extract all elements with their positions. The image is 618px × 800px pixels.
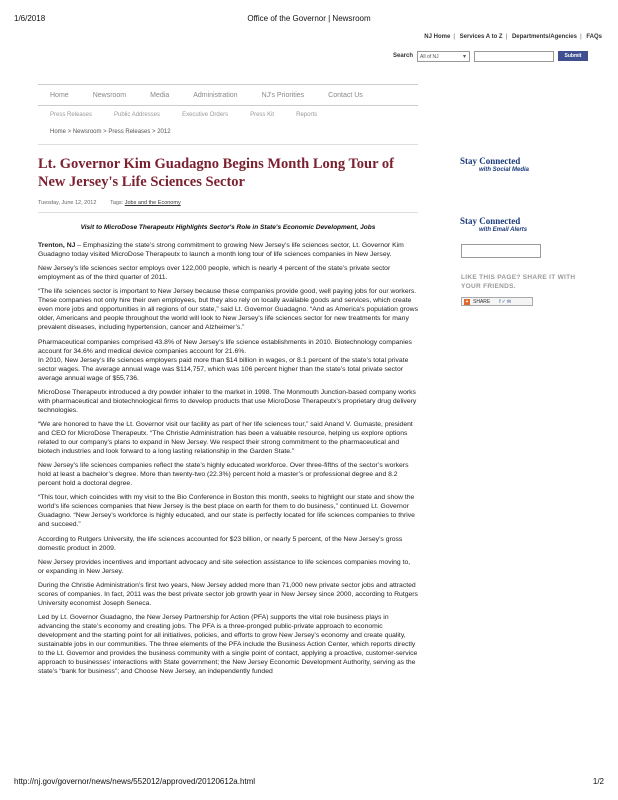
print-title: Office of the Governor | Newsroom	[247, 14, 371, 23]
article-date: Tuesday, June 12, 2012	[38, 200, 97, 206]
search-submit-button[interactable]: Submit	[558, 51, 588, 61]
search-bar	[393, 50, 588, 62]
util-link-departments[interactable]: Departments/Agencies	[511, 34, 577, 40]
page-title: Lt. Governor Kim Guadagno Begins Month Long Tour of New Jersey's Life Sciences Sector	[38, 156, 394, 190]
email-field[interactable]	[461, 244, 541, 258]
divider	[38, 144, 418, 145]
print-header	[14, 14, 604, 26]
article-paragraph: In 2010, New Jersey’s life sciences employers paid more than $14 billion in wages, or 8.1 percent of the state’s total private sector wages. The average annual wage was $114,757, which was 106 percent higher than the state’s total private sector average annual wage of $55,736.	[38, 356, 409, 382]
search-scope-value: All of NJ	[420, 53, 439, 60]
lead-text: – Emphasizing the state’s strong commitment to growing New Jersey’s life sciences sector, Lt. Governor Kim Guadagno today visited MicroDose Therapeutx to launch a month long tour of life sciences companies in New Jersey.	[38, 242, 404, 258]
social-subheading: with Social Media	[479, 167, 530, 173]
nav-administration[interactable]: Administration	[193, 91, 238, 99]
share-prompt: LIKE THIS PAGE? SHARE IT WITH YOUR FRIENDS.	[461, 274, 576, 290]
nav-newsroom[interactable]: Newsroom	[92, 91, 127, 99]
plus-icon: +	[465, 298, 469, 305]
util-link-nj-home[interactable]: NJ Home	[424, 34, 451, 40]
chevron-down-icon: ▾	[462, 53, 466, 60]
article-paragraph: “The life sciences sector is important to New Jersey because these companies provide good, well paying jobs for our workers. These companies not only hire their own employees, but they also rely on locally available goods and services, which create even more jobs and opportunities in all regions of our state,” said Lt. Governor Guadagno. “And as America’s population grows older, Americans and people throughout the world will look to New Jersey’s life sciences sector for new treatments for many prevalent diseases, including hypertension, cancer and Alzheimer’s.”	[38, 288, 418, 332]
article-paragraph: During the Christie Administration’s first two years, New Jersey added more than 71,000 new private sector jobs and attracted scores of companies. In fact, 2011 was the best private sector job growth year in New Jersey since 2000, according to Rutgers University economist Joseph Seneca.	[38, 581, 418, 607]
social-media-block[interactable]	[460, 156, 590, 173]
article-subhead: Visit to MicroDose Therapeutx Highlights Sector's Role in State's Economic Development, Jobs	[80, 224, 376, 231]
nav-nj-priorities[interactable]: NJ's Priorities	[261, 91, 305, 99]
article-paragraph: According to Rutgers University, the life sciences accounted for $23 billion, or nearly 5 percent, of the New Jersey’s gross domestic product in 2009.	[38, 535, 403, 552]
utility-links: NJ Home | Services A to Z | Departments/Agencies | FAQs	[424, 34, 602, 40]
search-input[interactable]	[474, 51, 554, 62]
print-footer	[14, 777, 604, 789]
social-heading: Stay Connected	[460, 156, 521, 166]
share-label: SHARE	[473, 298, 491, 305]
search-label: Search	[392, 53, 413, 59]
article-paragraph: “We are honored to have the Lt. Governor visit our facility as part of her life sciences tour,” said Anand V. Gumaste, president and CEO for MicroDose Therapeutx. “The Christie Administration has been a valuable resource, helping us explore options related to our company’s plans to expand in New Jersey. We respect their strong commitment to the pharmaceutical and biotech industries and look forward to a long lasting relationship in the Garden State.”	[38, 420, 413, 455]
article-lead	[38, 241, 418, 259]
article-body	[38, 241, 418, 681]
nav-home[interactable]: Home	[50, 91, 69, 99]
email-heading: Stay Connected	[460, 216, 521, 226]
subnav-press-kit[interactable]: Press Kit	[250, 112, 275, 118]
dateline: Trenton, NJ	[38, 242, 76, 249]
article-paragraph: MicroDose Therapeutx introduced a dry powder inhaler to the market in 1998. The Monmouth Junction-based company works with pharmaceutical and biotechnological firms to develop products that use MicroDose Therapeutx’s proprietary drug delivery technologies.	[38, 388, 417, 414]
tags-label: Tags:	[110, 200, 124, 206]
subnav-executive-orders[interactable]: Executive Orders	[182, 112, 229, 118]
article-paragraph: Led by Lt. Governor Guadagno, the New Jersey Partnership for Action (PFA) supports the vital role business plays in advancing the state’s economy and creating jobs. The PFA is a three-pronged public-private approach to economic development and the starting point for all initiatives, policies, and efforts to grow New Jersey’s economy and create quality, sustainable jobs in our communities. The three elements of the PFA include the Business Action Center, which reports directly to the Lt. Governor and provides the business community with a single point of contact, applying a proactive, customer-service approach to businesses’ interactions with State government; the New Jersey Economic Development Authority, serving as the state’s “bank for business”; and Choose New Jersey, an independently funded	[38, 614, 418, 676]
article-paragraph: New Jersey provides incentives and important advocacy and site selection assistance to life sciences companies moving to, or expanding in New Jersey.	[38, 558, 411, 575]
nav-contact-us[interactable]: Contact Us	[328, 91, 363, 99]
article-paragraph: New Jersey’s life sciences sector employs over 122,000 people, which is nearly 4 percent of the state’s private sector employment as of the third quarter of 2011.	[38, 265, 391, 282]
search-scope-select[interactable]	[417, 51, 470, 62]
subnav-press-releases[interactable]: Press Releases	[50, 112, 93, 118]
util-link-services[interactable]: Services A to Z	[459, 34, 503, 40]
article-paragraph: “This tour, which coincides with my visit to the Bio Conference in Boston this month, seeks to highlight our state and show the world’s life sciences companies that New Jersey is the best place on earth for them to do business,” continued Lt. Governor Guadagno. “New Jersey’s workforce is highly educated, and our state is perfectly located for life sciences companies to thrive and succeed.”	[38, 494, 415, 529]
main-nav	[38, 84, 418, 106]
email-alerts-block[interactable]	[460, 216, 590, 233]
nav-media[interactable]: Media	[150, 91, 170, 99]
sub-nav	[50, 112, 339, 118]
subnav-reports[interactable]: Reports	[296, 112, 318, 118]
page-url: http://nj.gov/governor/news/news/552012/approved/20120612a.html	[14, 777, 256, 786]
article-meta	[38, 200, 181, 206]
breadcrumb[interactable]: Home > Newsroom > Press Releases > 2012	[50, 129, 171, 135]
social-icons: f✓✉	[499, 298, 513, 305]
email-subheading: with Email Alerts	[479, 227, 528, 233]
article-paragraph: New Jersey’s life sciences companies reflect the state’s highly educated workforce. Over three-fifths of the sector’s workers hold at least a bachelor’s degree. More than twenty-two (22.3%) percent hold a master’s or professional degree and 8.2 percent hold a doctoral degree.	[38, 462, 409, 488]
tag-link[interactable]: Jobs and the Economy	[124, 200, 181, 206]
divider	[38, 212, 418, 213]
share-button[interactable]	[461, 297, 533, 306]
page-number: 1/2	[592, 777, 604, 786]
subnav-public-addresses[interactable]: Public Addresses	[114, 112, 161, 118]
util-link-faqs[interactable]: FAQs	[586, 34, 602, 40]
print-date: 1/6/2018	[14, 14, 46, 23]
article-paragraph: Pharmaceutical companies comprised 43.8% of New Jersey’s life science establishments in 2010. Biotechnology companies account for 34.6% and medical device companies account for 21.6%.	[38, 338, 412, 355]
